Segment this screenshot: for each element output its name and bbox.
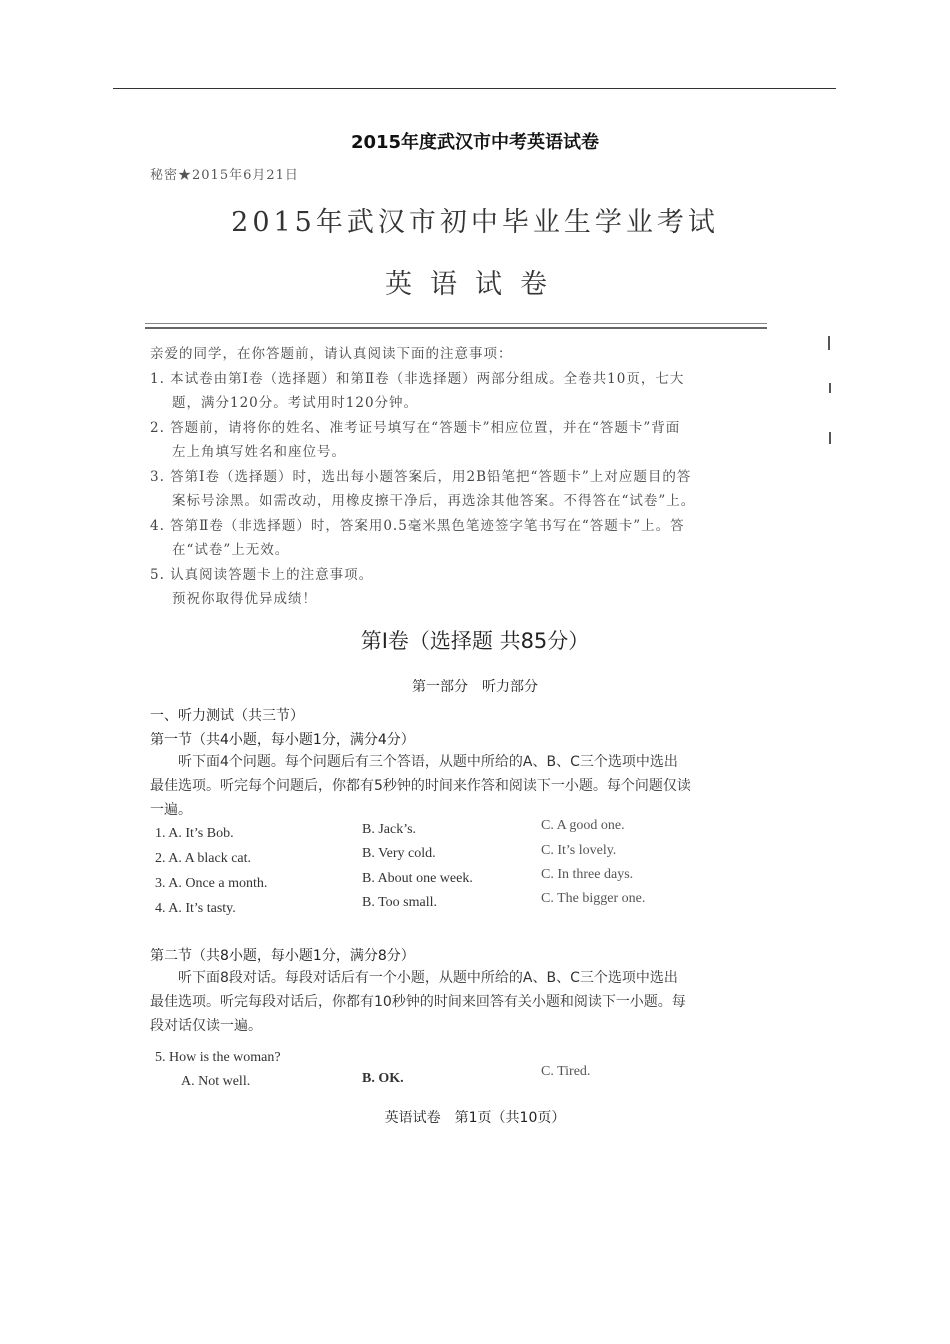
divider-thick bbox=[145, 327, 767, 329]
q4-option-a: 4. A. It’s tasty. bbox=[155, 901, 236, 916]
margin-mark bbox=[828, 336, 830, 350]
q3-option-c: C. In three days. bbox=[541, 867, 634, 882]
sec1-instructions bbox=[150, 750, 790, 822]
instruction-line: 一遍。 bbox=[150, 802, 192, 818]
q2-option-b: B. Very cold. bbox=[362, 846, 436, 861]
confidential-date: 秘密★2015年6月21日 bbox=[150, 168, 299, 183]
part-title: 第Ⅰ卷（选择题 共85分） bbox=[360, 629, 590, 653]
margin-mark bbox=[829, 432, 831, 444]
divider-thin bbox=[145, 323, 767, 324]
q5-option-c: C. Tired. bbox=[541, 1064, 591, 1079]
notice-wish: 预祝你取得优异成绩！ bbox=[172, 591, 317, 607]
notice-line: 在“试卷”上无效。 bbox=[172, 542, 290, 558]
notice-line: 左上角填写姓名和座位号。 bbox=[172, 444, 346, 460]
instruction-line: 段对话仅读一遍。 bbox=[150, 1018, 262, 1034]
q2-option-a: 2. A. A black cat. bbox=[155, 851, 252, 866]
q5-option-b: B. OK. bbox=[362, 1071, 404, 1086]
instruction-line: 听下面8段对话。每段对话后有一个小题，从题中所给的A、B、C三个选项中选出 bbox=[178, 970, 678, 986]
top-rule bbox=[113, 88, 836, 89]
q4-option-c: C. The bigger one. bbox=[541, 891, 646, 906]
notice-line: 4. 答第Ⅱ卷（非选择题）时，答案用0.5毫米黑色笔迹签字笔书写在“答题卡”上。答 bbox=[150, 517, 685, 534]
part-subtitle: 第一部分 听力部分 bbox=[412, 679, 538, 695]
q1-option-c: C. A good one. bbox=[541, 818, 625, 833]
notice-line: 5. 认真阅读答题卡上的注意事项。 bbox=[150, 566, 374, 583]
sec2-heading: 第二节（共8小题，每小题1分，满分8分） bbox=[150, 948, 415, 964]
notice-line: 案标号涂黑。如需改动，用橡皮擦干净后，再选涂其他答案。不得答在“试卷”上。 bbox=[172, 493, 696, 509]
margin-mark bbox=[829, 383, 831, 393]
document-title: 2015年度武汉市中考英语试卷 bbox=[350, 132, 600, 153]
section-heading: 一、听力测试（共三节） bbox=[150, 708, 304, 724]
q3-option-a: 3. A. Once a month. bbox=[155, 876, 268, 891]
q4-option-b: B. Too small. bbox=[362, 895, 437, 910]
q1-option-b: B. Jack’s. bbox=[362, 822, 417, 837]
notice-line: 题，满分120分。考试用时120分钟。 bbox=[172, 395, 419, 411]
q1-option-a: 1. A. It’s Bob. bbox=[155, 826, 234, 841]
notice-line: 3. 答第Ⅰ卷（选择题）时，选出每小题答案后，用2B铅笔把“答题卡”上对应题目的答 bbox=[150, 468, 692, 485]
exam-title: 2015年武汉市初中毕业生学业考试 bbox=[231, 207, 719, 238]
sec2-instructions bbox=[150, 966, 790, 1038]
notice-line: 1. 本试卷由第Ⅰ卷（选择题）和第Ⅱ卷（非选择题）两部分组成。全卷共10页，七大 bbox=[150, 370, 685, 387]
instruction-line: 最佳选项。听完每段对话后，你都有10秒钟的时间来回答有关小题和阅读下一小题。每 bbox=[150, 994, 686, 1010]
q2-option-c: C. It’s lovely. bbox=[541, 843, 617, 858]
notice-block bbox=[150, 342, 790, 612]
exam-subtitle: 英语试卷 bbox=[385, 269, 565, 300]
instruction-line: 最佳选项。听完每个问题后，你都有5秒钟的时间来作答和阅读下一小题。每个问题仅读 bbox=[150, 778, 691, 794]
notice-line: 2. 答题前，请将你的姓名、准考证号填写在“答题卡”相应位置，并在“答题卡”背面 bbox=[150, 419, 681, 436]
q3-option-b: B. About one week. bbox=[362, 871, 473, 886]
q5-stem: 5. How is the woman? bbox=[155, 1050, 281, 1065]
sec1-heading: 第一节（共4小题，每小题1分，满分4分） bbox=[150, 732, 415, 748]
page-footer: 英语试卷 第1页（共10页） bbox=[384, 1110, 566, 1126]
instruction-line: 听下面4个问题。每个问题后有三个答语，从题中所给的A、B、C三个选项中选出 bbox=[178, 754, 678, 770]
notice-intro: 亲爱的同学，在你答题前，请认真阅读下面的注意事项： bbox=[150, 346, 513, 362]
q5-option-a: A. Not well. bbox=[181, 1074, 251, 1089]
